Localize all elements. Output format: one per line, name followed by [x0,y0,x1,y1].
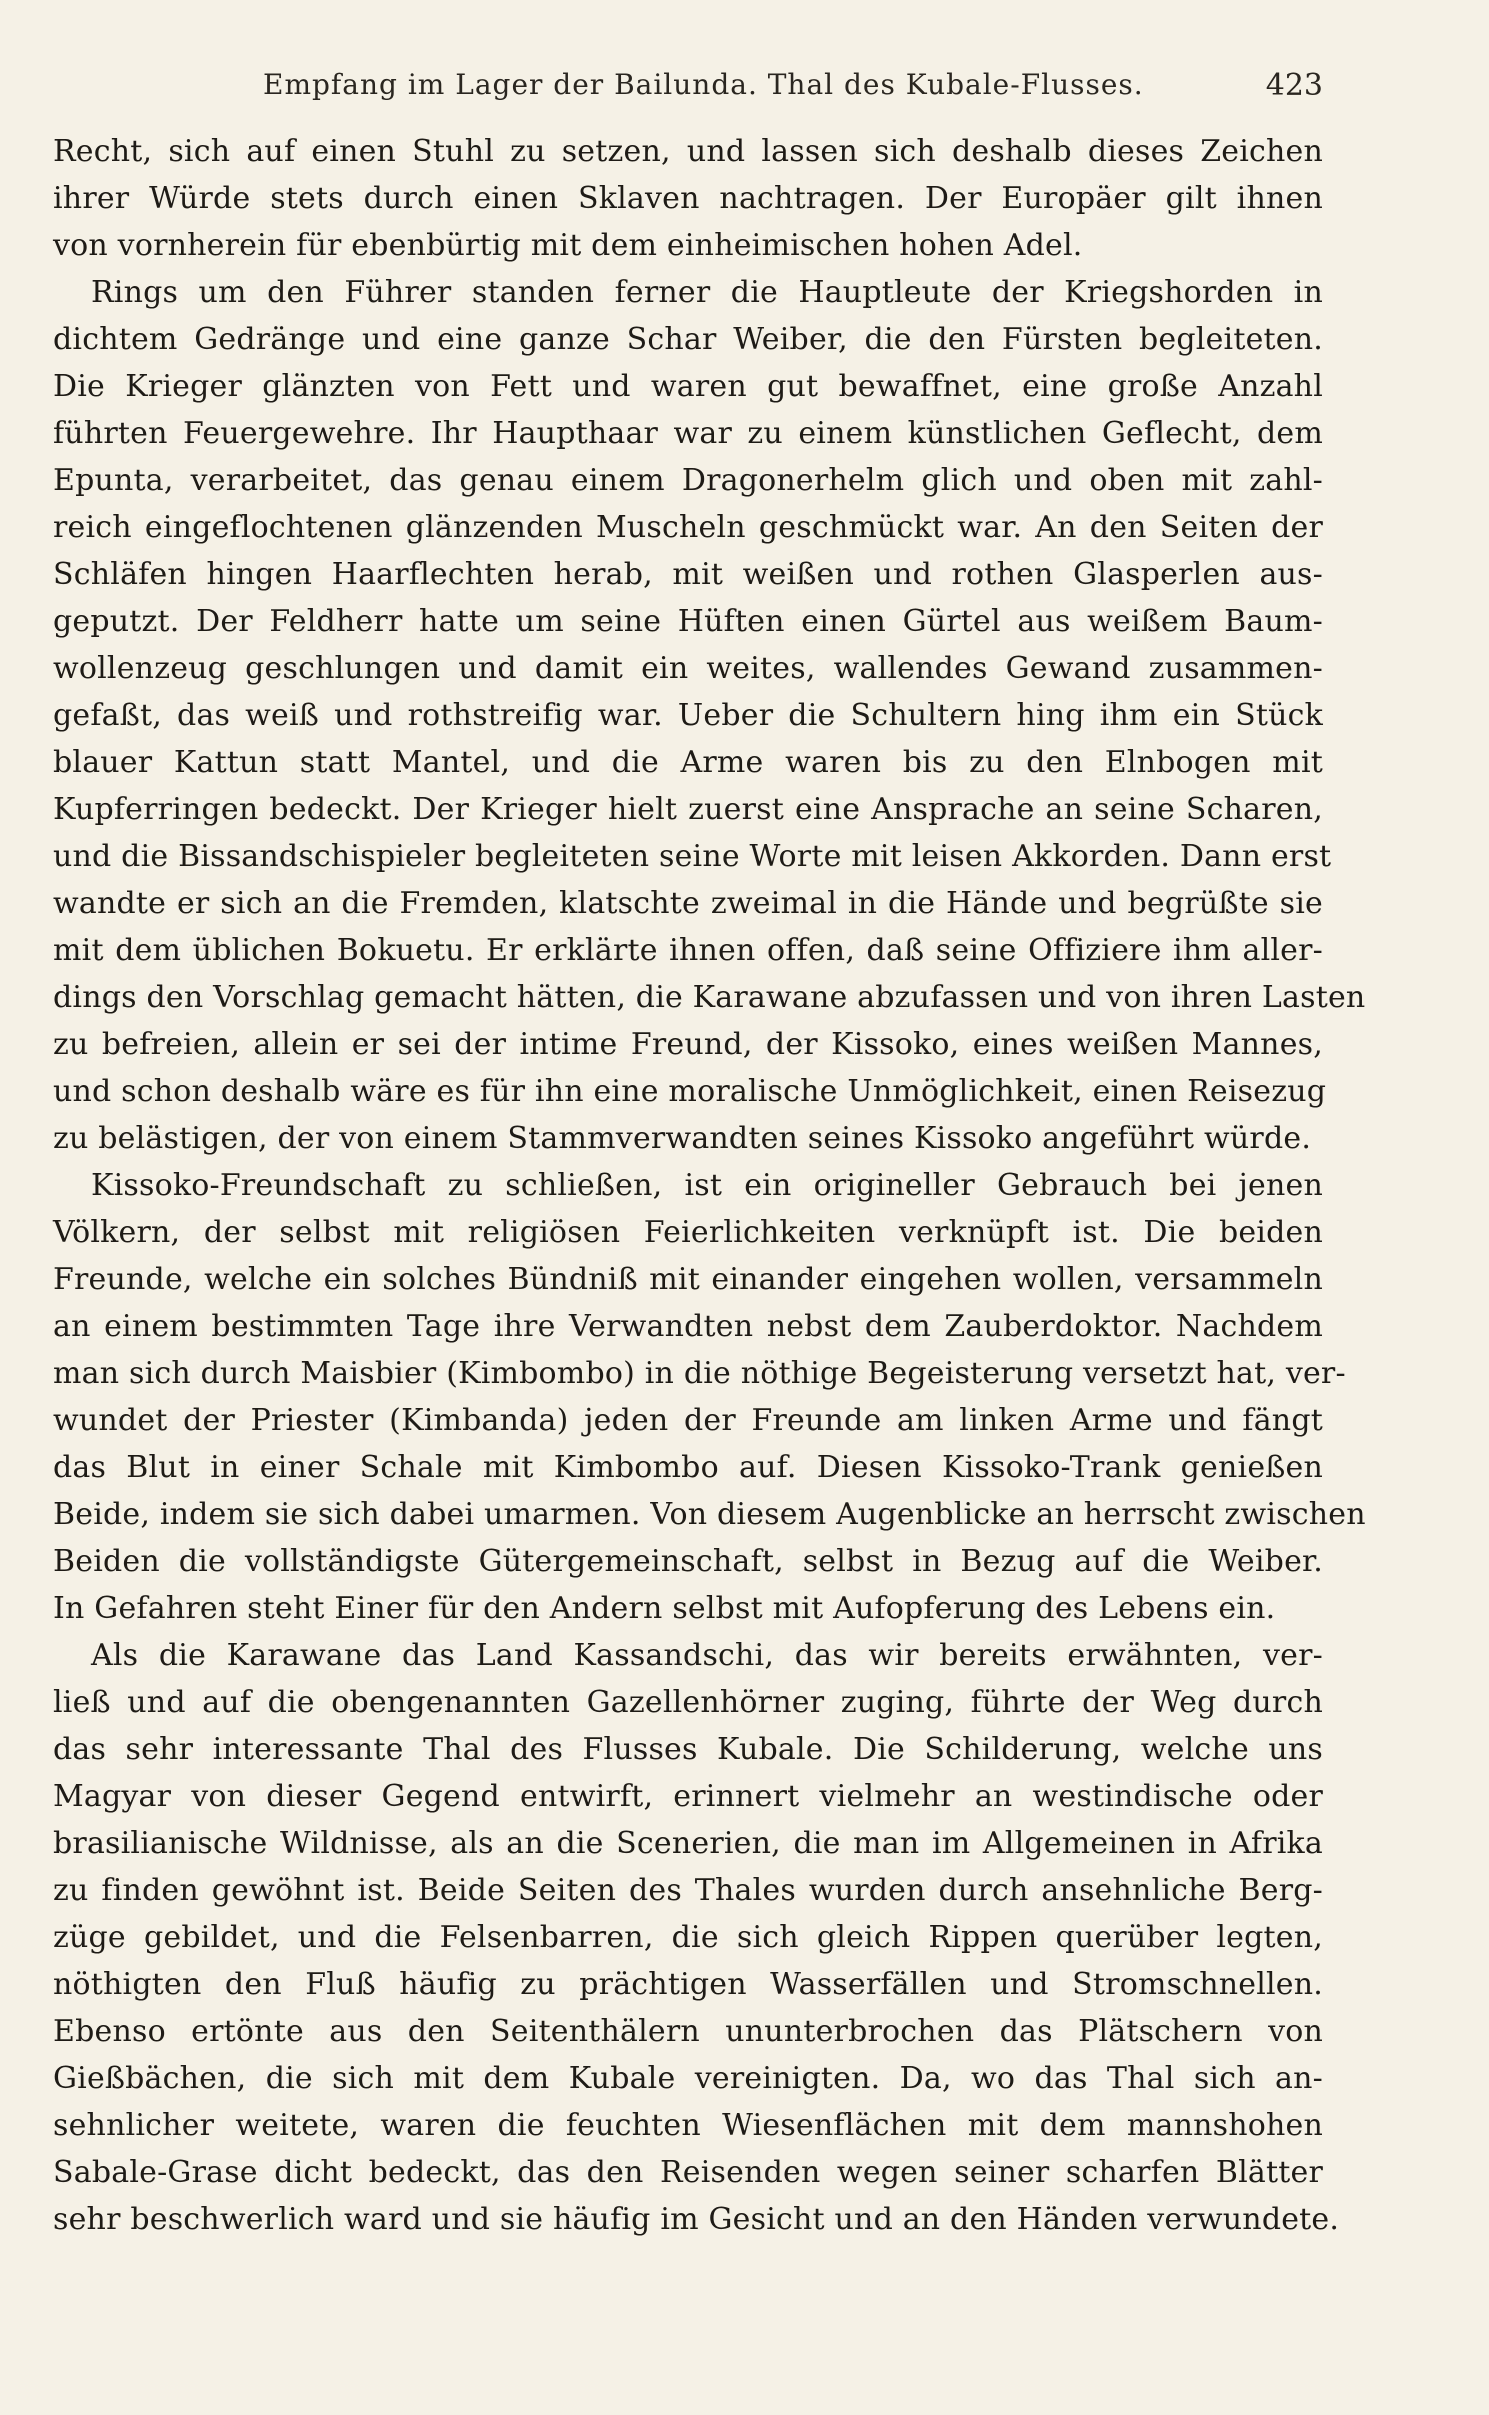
text-line: Recht, sich auf einen Stuhl zu setzen, und lassen sich deshalb dieses Zeichen [53,134,1323,169]
text-line: In Gefahren steht Einer für den Andern selbst mit Aufopferung des Lebens ein. [53,1591,1276,1626]
running-title: Empfang im Lager der Bailunda. Thal des Kubale-Flusses. [263,68,1144,101]
text-line: Die Krieger glänzten von Fett und waren gut bewaffnet, eine große Anzahl [53,369,1323,404]
text-line: geputzt. Der Feldherr hatte um seine Hüften einen Gürtel aus weißem Baum- [53,604,1323,639]
text-line: Beiden die vollständigste Gütergemeinschaft, selbst in Bezug auf die Weiber. [53,1544,1323,1579]
body-text [53,128,1366,2243]
text-line: das Blut in einer Schale mit Kimbombo auf. Diesen Kissoko-Trank genießen [53,1450,1323,1485]
text-line: brasilianische Wildnisse, als an die Scenerien, die man im Allgemeinen in Afrika [53,1826,1323,1861]
text-line: von vornherein für ebenbürtig mit dem einheimischen hohen Adel. [53,228,1083,263]
text-line: züge gebildet, und die Felsenbarren, die sich gleich Rippen querüber legten, [53,1920,1323,1955]
paragraph-start-line: Kissoko-Freundschaft zu schließen, ist ein origineller Gebrauch bei jenen [91,1168,1323,1203]
text-line: zu finden gewöhnt ist. Beide Seiten des Thales wurden durch ansehnliche Berg- [53,1873,1323,1908]
text-line: an einem bestimmten Tage ihre Verwandten nebst dem Zauberdoktor. Nachdem [53,1309,1323,1344]
text-line: Sabale-Grase dicht bedeckt, das den Reisenden wegen seiner scharfen Blätter [53,2155,1323,2190]
text-line: und die Bissandschispieler begleiteten seine Worte mit leisen Akkorden. Dann erst [53,839,1332,874]
text-line: und schon deshalb wäre es für ihn eine moralische Unmöglichkeit, einen Reisezug [53,1074,1327,1109]
text-line: Völkern, der selbst mit religiösen Feierlichkeiten verknüpft ist. Die beiden [53,1215,1323,1250]
text-line: zu belästigen, der von einem Stammverwandten seines Kissoko angeführt würde. [53,1121,1312,1156]
paragraph-start-line: Als die Karawane das Land Kassandschi, das wir bereits erwähnten, ver- [91,1638,1323,1673]
text-line: ließ und auf die obengenannten Gazellenhörner zuging, führte der Weg durch [53,1685,1323,1720]
text-line: wundet der Priester (Kimbanda) jeden der Freunde am linken Arme und fängt [53,1403,1323,1438]
text-line: mit dem üblichen Bokuetu. Er erklärte ihnen offen, daß seine Offiziere ihm aller- [53,933,1323,968]
paragraph-start-line: Rings um den Führer standen ferner die Hauptleute der Kriegshorden in [91,275,1323,310]
text-line: man sich durch Maisbier (Kimbombo) in die nöthige Begeisterung versetzt hat, ver- [53,1356,1346,1391]
text-line: Freunde, welche ein solches Bündniß mit einander eingehen wollen, versammeln [53,1262,1323,1297]
text-line: zu befreien, allein er sei der intime Freund, der Kissoko, eines weißen Mannes, [53,1027,1323,1062]
text-line: Magyar von dieser Gegend entwirft, erinnert vielmehr an westindische oder [53,1779,1323,1814]
text-line: reich eingeflochtenen glänzenden Muscheln geschmückt war. An den Seiten der [53,510,1323,545]
text-line: Epunta, verarbeitet, das genau einem Dragonerhelm glich und oben mit zahl- [53,463,1323,498]
text-line: dichtem Gedränge und eine ganze Schar Weiber, die den Fürsten begleiteten. [53,322,1323,357]
text-line: Beide, indem sie sich dabei umarmen. Von diesem Augenblicke an herrscht zwischen [53,1497,1366,1532]
text-line: Kupferringen bedeckt. Der Krieger hielt zuerst eine Ansprache an seine Scharen, [53,792,1323,827]
text-line: Gießbächen, die sich mit dem Kubale vereinigten. Da, wo das Thal sich an- [53,2061,1323,2096]
text-line: wollenzeug geschlungen und damit ein weites, wallendes Gewand zusammen- [53,651,1323,686]
text-line: wandte er sich an die Fremden, klatschte zweimal in die Hände und begrüßte sie [53,886,1323,921]
text-line: sehr beschwerlich ward und sie häufig im Gesicht und an den Händen verwundete. [53,2202,1340,2237]
text-line: Schläfen hingen Haarflechten herab, mit weißen und rothen Glasperlen aus- [53,557,1323,592]
text-line: ihrer Würde stets durch einen Sklaven nachtragen. Der Europäer gilt ihnen [53,181,1323,216]
text-line: das sehr interessante Thal des Flusses Kubale. Die Schilderung, welche uns [53,1732,1323,1767]
text-line: gefaßt, das weiß und rothstreifig war. Ueber die Schultern hing ihm ein Stück [53,698,1323,733]
text-line: blauer Kattun statt Mantel, und die Arme waren bis zu den Elnbogen mit [53,745,1323,780]
text-line: dings den Vorschlag gemacht hätten, die Karawane abzufassen und von ihren Lasten [53,980,1366,1015]
text-line: führten Feuergewehre. Ihr Haupthaar war zu einem künstlichen Geflecht, dem [53,416,1323,451]
text-line: sehnlicher weitete, waren die feuchten Wiesenflächen mit dem mannshohen [53,2108,1323,2143]
running-header [53,68,1323,108]
page-number: 423 [1265,68,1323,103]
text-line: Ebenso ertönte aus den Seitenthälern ununterbrochen das Plätschern von [53,2014,1323,2049]
text-line: nöthigten den Fluß häufig zu prächtigen Wasserfällen und Stromschnellen. [53,1967,1323,2002]
